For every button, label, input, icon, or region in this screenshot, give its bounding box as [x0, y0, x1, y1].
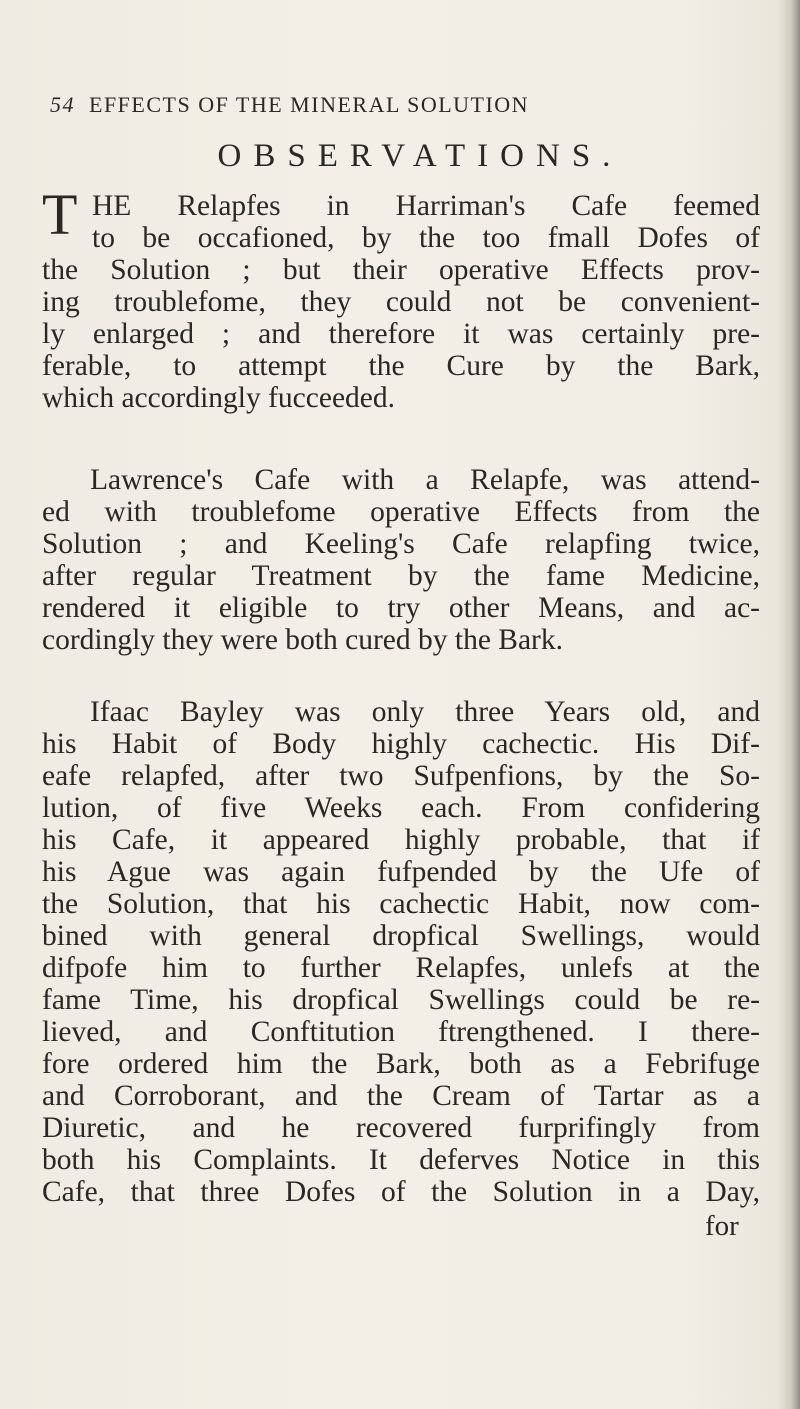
- text-line: cordingly they were both cured by the Bark.: [42, 624, 564, 656]
- text-line: the Solution, that his cachectic Habit, now com-: [42, 888, 760, 920]
- text-line: bined with general dropfical Swellings, would: [42, 920, 760, 952]
- text-line: his Habit of Body highly cachectic. His Dif-: [42, 728, 760, 760]
- text-line: HE Relapfes in Harriman's Cafe feemed: [92, 190, 760, 222]
- text-line: and Corroborant, and the Cream of Tartar as a: [42, 1080, 760, 1112]
- text-line: Lawrence's Cafe with a Relapfe, was attend-: [90, 464, 760, 496]
- text-line: the Solution ; but their operative Effects prov-: [42, 254, 760, 286]
- catchword: for: [705, 1210, 739, 1242]
- page-edge-shadow: [778, 0, 800, 1409]
- drop-cap: T: [42, 182, 78, 247]
- text-line: Solution ; and Keeling's Cafe relapfing twice,: [42, 528, 760, 560]
- text-line: Ifaac Bayley was only three Years old, and: [90, 696, 760, 728]
- text-line: lieved, and Conftitution ftrengthened. I there-: [42, 1016, 760, 1048]
- text-line: fore ordered him the Bark, both as a Febrifuge: [42, 1048, 760, 1080]
- text-line: Diuretic, and he recovered furprifingly from: [42, 1112, 760, 1144]
- running-head: [50, 92, 750, 118]
- text-line: difpofe him to further Relapfes, unlefs at the: [42, 952, 760, 984]
- section-heading: OBSERVATIONS.: [217, 138, 623, 174]
- text-line: ed with troublefome operative Effects from the: [42, 496, 760, 528]
- text-line: eafe relapfed, after two Sufpenfions, by the So-: [42, 760, 760, 792]
- text-line: ferable, to attempt the Cure by the Bark,: [42, 350, 760, 382]
- text-line: Cafe, that three Dofes of the Solution in a Day,: [42, 1176, 760, 1208]
- text-line: his Ague was again fufpended by the Ufe of: [42, 856, 760, 888]
- text-line: which accordingly fucceeded.: [42, 382, 396, 414]
- text-line: to be occafioned, by the too fmall Dofes of: [92, 222, 760, 254]
- text-line: fame Time, his dropfical Swellings could be re-: [42, 984, 760, 1016]
- text-line: both his Complaints. It deferves Notice in this: [42, 1144, 760, 1176]
- page-number: 54: [50, 92, 75, 117]
- text-line: his Cafe, it appeared highly probable, that if: [42, 824, 760, 856]
- text-line: ly enlarged ; and therefore it was certainly pre-: [42, 318, 760, 350]
- text-line: ing troublefome, they could not be convenient-: [42, 286, 760, 318]
- text-line: rendered it eligible to try other Means, and ac-: [42, 592, 760, 624]
- text-line: after regular Treatment by the fame Medicine,: [42, 560, 760, 592]
- running-title: EFFECTS OF THE MINERAL SOLUTION: [89, 92, 530, 117]
- text-line: lution, of five Weeks each. From confidering: [42, 792, 760, 824]
